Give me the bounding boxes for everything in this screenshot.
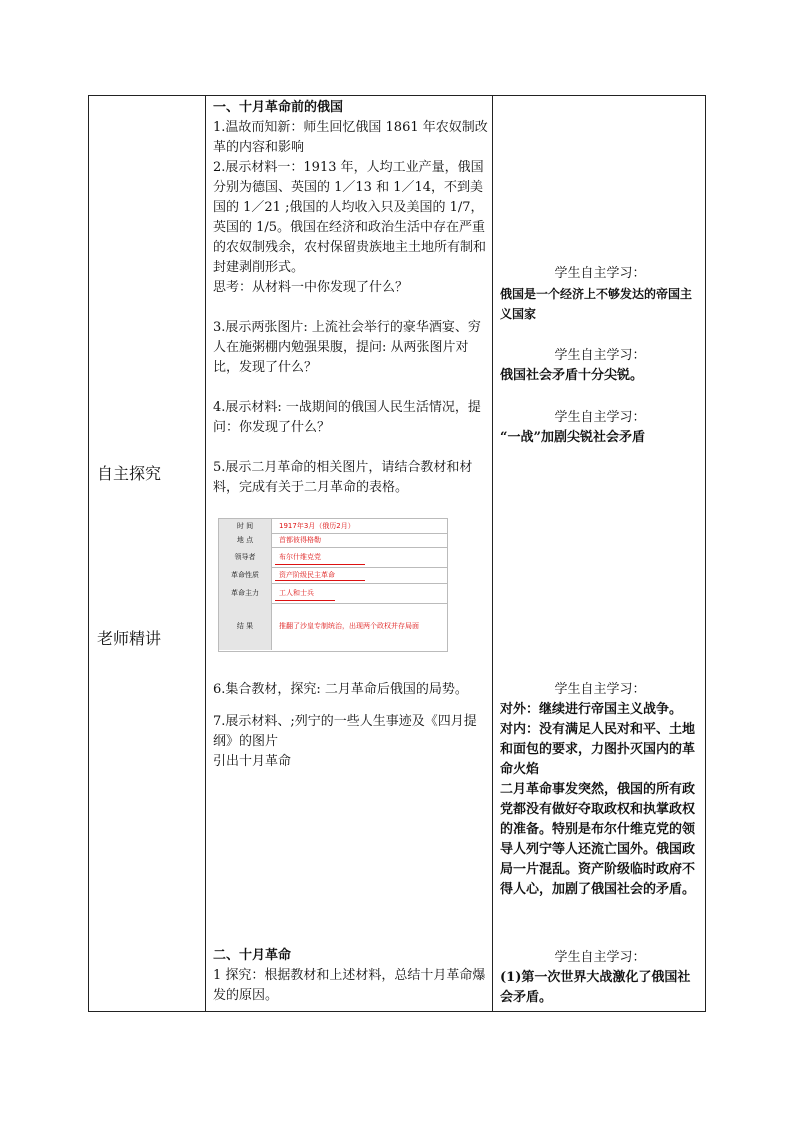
student-learning-answer: “一战”加剧尖锐社会矛盾 bbox=[500, 430, 645, 445]
teacher-activities-bottom bbox=[213, 680, 491, 772]
row-label: 地 点 bbox=[219, 533, 271, 547]
activity-7: 7.展示材料、;列宁的一些人生事迹及《四月提纲》的图片 bbox=[213, 714, 477, 749]
teacher-activities-top bbox=[213, 98, 491, 498]
student-learning-5 bbox=[500, 948, 700, 1008]
row-label: 时 间 bbox=[219, 519, 271, 533]
student-learning-2 bbox=[500, 346, 700, 386]
section2 bbox=[213, 946, 491, 1006]
activity-5: 5.展示二月革命的相关图片，请结合教材和材料，完成有关于二月革命的表格。 bbox=[213, 460, 473, 495]
row-value: 工人和士兵 bbox=[279, 589, 314, 597]
student-learning-heading: 学生自主学习： bbox=[554, 348, 646, 363]
activity-8: 1 探究：根据教材和上述材料，总结十月革命爆发的原因。 bbox=[213, 968, 486, 1003]
student-learning-4 bbox=[500, 680, 700, 900]
label-teacher-explain: 老师精讲 bbox=[97, 629, 162, 648]
activity-6: 6.集合教材，探究: 二月革命后俄国的局势。 bbox=[213, 682, 468, 697]
row-value: 推翻了沙皇专制统治，出现两个政权并存局面 bbox=[279, 622, 419, 630]
activity-3: 3.展示两张图片: 上流社会举行的豪华酒宴、穷人在施粥棚内勉强果腹，提问: 从两张图片对比，发现了什么？ bbox=[213, 320, 481, 375]
table-row bbox=[219, 567, 447, 584]
february-revolution-table-image bbox=[218, 518, 448, 652]
row-value: 1917年3月（俄历2月） bbox=[279, 522, 355, 530]
underline-decoration bbox=[275, 580, 365, 581]
student-learning-1 bbox=[500, 264, 700, 324]
table-row bbox=[219, 519, 447, 534]
row-value: 资产阶级民主革命 bbox=[279, 571, 335, 579]
lesson-table bbox=[88, 95, 706, 1012]
activity-1: 1.温故而知新：师生回忆俄国 1861 年农奴制改革的内容和影响 bbox=[213, 120, 488, 155]
activity-4: 4.展示材料: 一战期间的俄国人民生活情况，提问：你发现了什么？ bbox=[213, 400, 481, 435]
row-label: 革命性质 bbox=[219, 567, 271, 583]
student-learning-heading: 学生自主学习： bbox=[554, 950, 646, 965]
student-learning-answer: 俄国是一个经济上不够发达的帝国主义国家 bbox=[500, 287, 693, 321]
student-learning-answer: 对外：继续进行帝国主义战争。 bbox=[500, 702, 683, 717]
section2-title: 二、十月革命 bbox=[213, 948, 292, 963]
student-learning-answer: 俄国社会矛盾十分尖锐。 bbox=[500, 368, 644, 383]
student-learning-answer: 对内：没有满足人民对和平、土地和面包的要求，力图扑灭国内的革命火焰 bbox=[500, 722, 696, 777]
column-divider bbox=[205, 96, 206, 1011]
table-row bbox=[219, 533, 447, 548]
row-value: 布尔什维克党 bbox=[279, 553, 321, 561]
student-learning-heading: 学生自主学习： bbox=[554, 266, 646, 281]
student-learning-answer: 二月革命事发突然，俄国的所有政党都没有做好夺取政权和执掌政权的准备。特别是布尔什维克党的领导人列宁等人还流亡国外。俄国政局一片混乱。资产阶级临时政府不得人心，加剧了俄国社会的矛盾。 bbox=[500, 782, 696, 897]
activity-7b: 引出十月革命 bbox=[213, 754, 292, 769]
think-question: 思考：从材料一中你发现了什么？ bbox=[213, 280, 409, 295]
row-label: 革命主力 bbox=[219, 583, 271, 603]
label-self-study: 自主探究 bbox=[97, 464, 162, 483]
underline-decoration bbox=[275, 600, 335, 601]
student-learning-heading: 学生自主学习： bbox=[554, 410, 646, 425]
row-value: 首都彼得格勒 bbox=[279, 536, 321, 544]
activity-2: 2.展示材料一：1913 年，人均工业产量，俄国分别为德国、英国的 1／13 和 1／14，不到美国的 1／21 ;俄国的人均收入只及美国的 1/7，英国的 1/5。俄国在经济和政治生活中存在严重的农奴制残余，农村保留贵族地主土地所有制和封建剥削形式。 bbox=[213, 160, 487, 275]
section1-title: 一、十月革命前的俄国 bbox=[213, 100, 344, 115]
student-learning-3 bbox=[500, 408, 700, 448]
underline-decoration bbox=[275, 564, 365, 565]
student-learning-answer: (1)第一次世界大战激化了俄国社会矛盾。 bbox=[500, 970, 691, 1005]
row-label: 领导者 bbox=[219, 547, 271, 567]
column-divider bbox=[492, 96, 493, 1011]
table-row bbox=[219, 603, 447, 650]
row-label: 结 果 bbox=[219, 603, 271, 650]
student-learning-heading: 学生自主学习： bbox=[554, 682, 646, 697]
